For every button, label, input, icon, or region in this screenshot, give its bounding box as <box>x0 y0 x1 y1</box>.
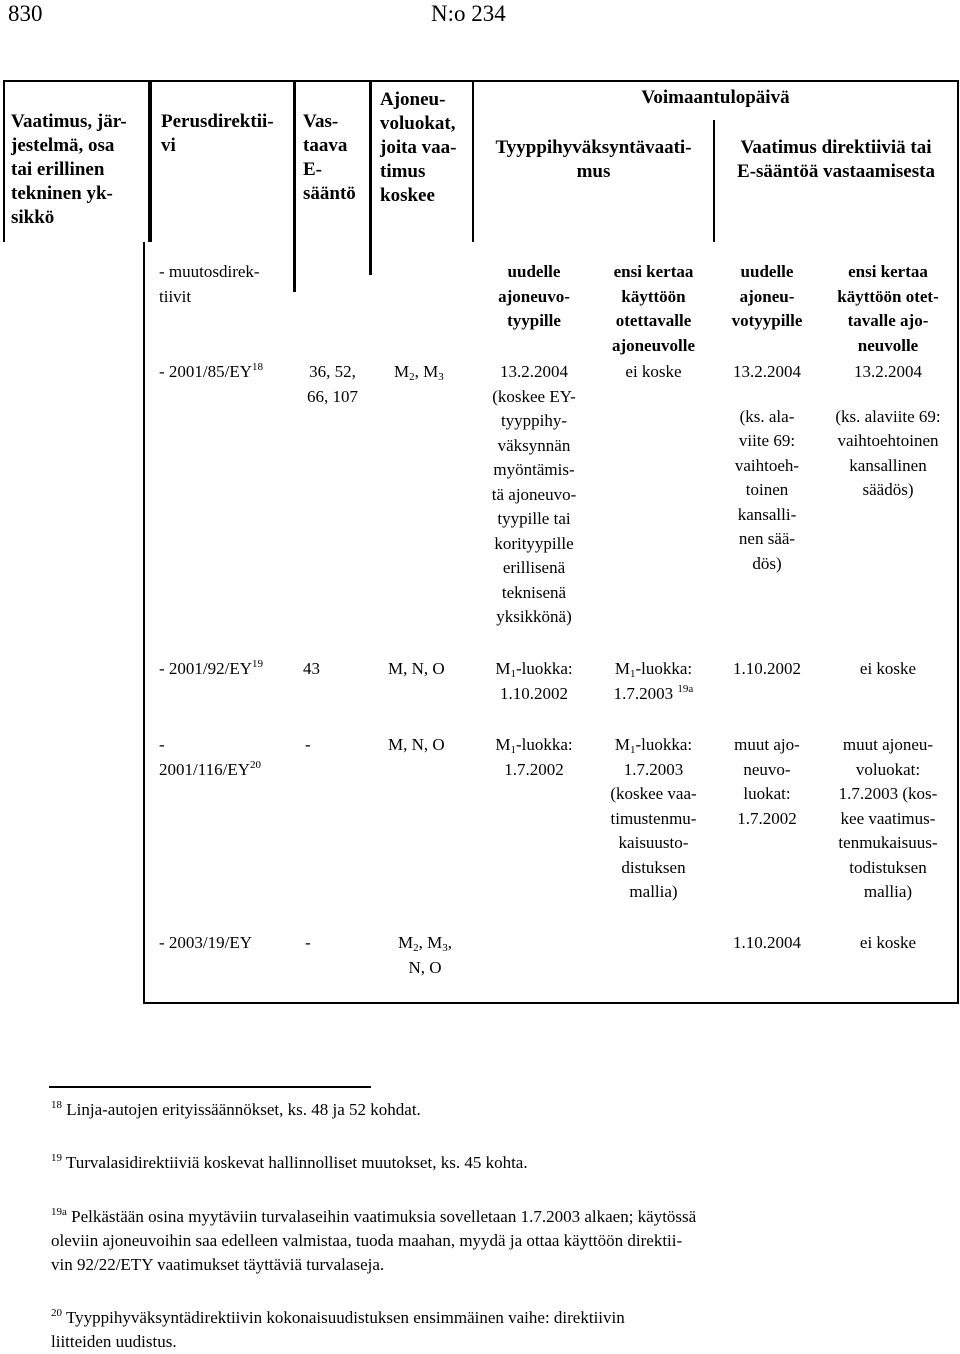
row2-compliance-first-use: ei koske <box>859 659 917 678</box>
row3-directive: - 2001/116/EY$^{20}$ <box>159 735 261 779</box>
row1-vehicle-classes: $M_2$, $M_3$ <box>394 362 444 383</box>
subheader-type-new: uudelle ajoneuvo- tyypille <box>498 262 570 330</box>
footnote-20: $^{20}$ Tyyppihyväksyntädirektiivin kokonaisuudistuksen ensimmäinen vaihe: direktiivin liitteiden uudistus. <box>51 1307 625 1351</box>
amending-directives-label: - muutosdirek- tiivit <box>159 262 260 306</box>
header-corresponding-e-rule: Vas- taava E- sääntö <box>303 111 356 204</box>
row1-type-first-use: ei koske <box>625 362 682 381</box>
row3-e-rule: - <box>305 735 311 754</box>
row2-directive: - 2001/92/EY$^{19}$ <box>159 658 264 678</box>
row2-type-new: $M_1$-luokka: 1.10.2002 <box>495 659 573 703</box>
header-compliance: Vaatimus direktiiviä tai E-sääntöä vastaamisesta <box>737 137 935 182</box>
subheader-compliance-first-use: ensi kertaa käyttöön otet- tavalle ajo- neuvolle <box>837 262 939 355</box>
row4-directive: - 2003/19/EY <box>159 933 253 952</box>
row2-vehicle-classes: M, N, O <box>388 659 445 678</box>
table-border-right <box>957 80 959 1004</box>
row4-e-rule: - <box>305 933 311 952</box>
table-divider-1 <box>148 80 152 242</box>
footnote-19: $^{19}$ Turvalasidirektiiviä koskevat hallinnolliset muutokset, ks. 45 kohta. <box>51 1152 528 1172</box>
table-divider-3 <box>369 80 372 275</box>
table-border-left <box>3 80 5 242</box>
table-lower-left <box>143 242 145 1004</box>
page-number: 830 <box>8 1 43 26</box>
issue-number: N:o 234 <box>431 1 506 26</box>
footnote-18: $^{18}$ Linja-autojen erityissäännökset, ks. 48 ja 52 kohdat. <box>51 1099 421 1119</box>
row1-e-rule: 36, 52, 66, 107 <box>307 362 358 406</box>
table-border-top <box>3 80 959 82</box>
footnote-19a: $^{19a}$ Pelkästään osina myytäviin turvalaseihin vaatimuksia sovelletaan 1.7.2003 alkaen; käytössä oleviin ajoneuvoihin saa edelleen valmistaa, tuoda maahan, myydä ja ottaa käyttöön direktii- vin 92/22/ETY vaatimukset täyttäviä turvalaseja. <box>51 1206 697 1274</box>
row1-compliance-first-use: 13.2.2004 (ks. alaviite 69: vaihtoehtoinen kansallinen säädös) <box>835 362 941 499</box>
header-effective-date: Voimaantulopäivä <box>641 87 790 108</box>
row3-compliance-first-use: muut ajoneu- voluokat: 1.7.2003 (kos- kee vaatimus- tenmukaisuus- todistuksen mallia) <box>838 735 938 901</box>
row2-type-first-use: $M_1$-luokka: 1.7.2003 $^{19a}$ <box>613 659 694 703</box>
subheader-type-first-use: ensi kertaa käyttöön otettavalle ajoneuvolle <box>611 262 696 355</box>
row1-directive: - 2001/85/EY$^{18}$ <box>159 361 264 381</box>
row1-compliance-new: 13.2.2004 (ks. ala- viite 69: vaihtoeh- toinen kansalli- nen sää- dös) <box>733 362 801 573</box>
footnote-separator <box>49 1086 371 1088</box>
row1-type-new: 13.2.2004 (koskee EY- tyyppihy- väksynnän myöntämis- tä ajoneuvo- tyypille tai korityypille erillisenä teknisenä yksikkönä) <box>491 362 577 626</box>
row3-type-first-use: $M_1$-luokka: 1.7.2003 (koskee vaa- timustenmu- kaisuusto- distuksen mallia) <box>610 735 697 901</box>
subheader-compliance-new: uudelle ajoneu- votyypille <box>731 262 803 330</box>
header-vehicle-classes: Ajoneu- voluokat, joita vaa- timus koskee <box>380 89 457 206</box>
table-divider-2 <box>293 80 296 292</box>
row4-vehicle-classes: $M_2$, $M_3$, N, O <box>398 933 452 977</box>
header-type-approval: Tyyppihyväksyntävaati- mus <box>495 137 692 182</box>
row3-vehicle-classes: M, N, O <box>388 735 445 754</box>
header-base-directive: Perusdirektii- vi <box>161 111 274 156</box>
row3-compliance-new: muut ajo- neuvo- luokat: 1.7.2002 <box>734 735 800 828</box>
row4-compliance-new: 1.10.2004 <box>733 933 801 952</box>
table-border-bottom <box>143 1002 959 1004</box>
row4-compliance-first-use: ei koske <box>859 933 917 952</box>
row2-compliance-new: 1.10.2002 <box>733 659 801 678</box>
row3-type-new: $M_1$-luokka: 1.7.2002 <box>495 735 573 779</box>
header-requirement: Vaatimus, jär- jestelmä, osa tai erillinen tekninen yk- sikkö <box>11 111 127 228</box>
row2-e-rule: 43 <box>303 659 320 678</box>
